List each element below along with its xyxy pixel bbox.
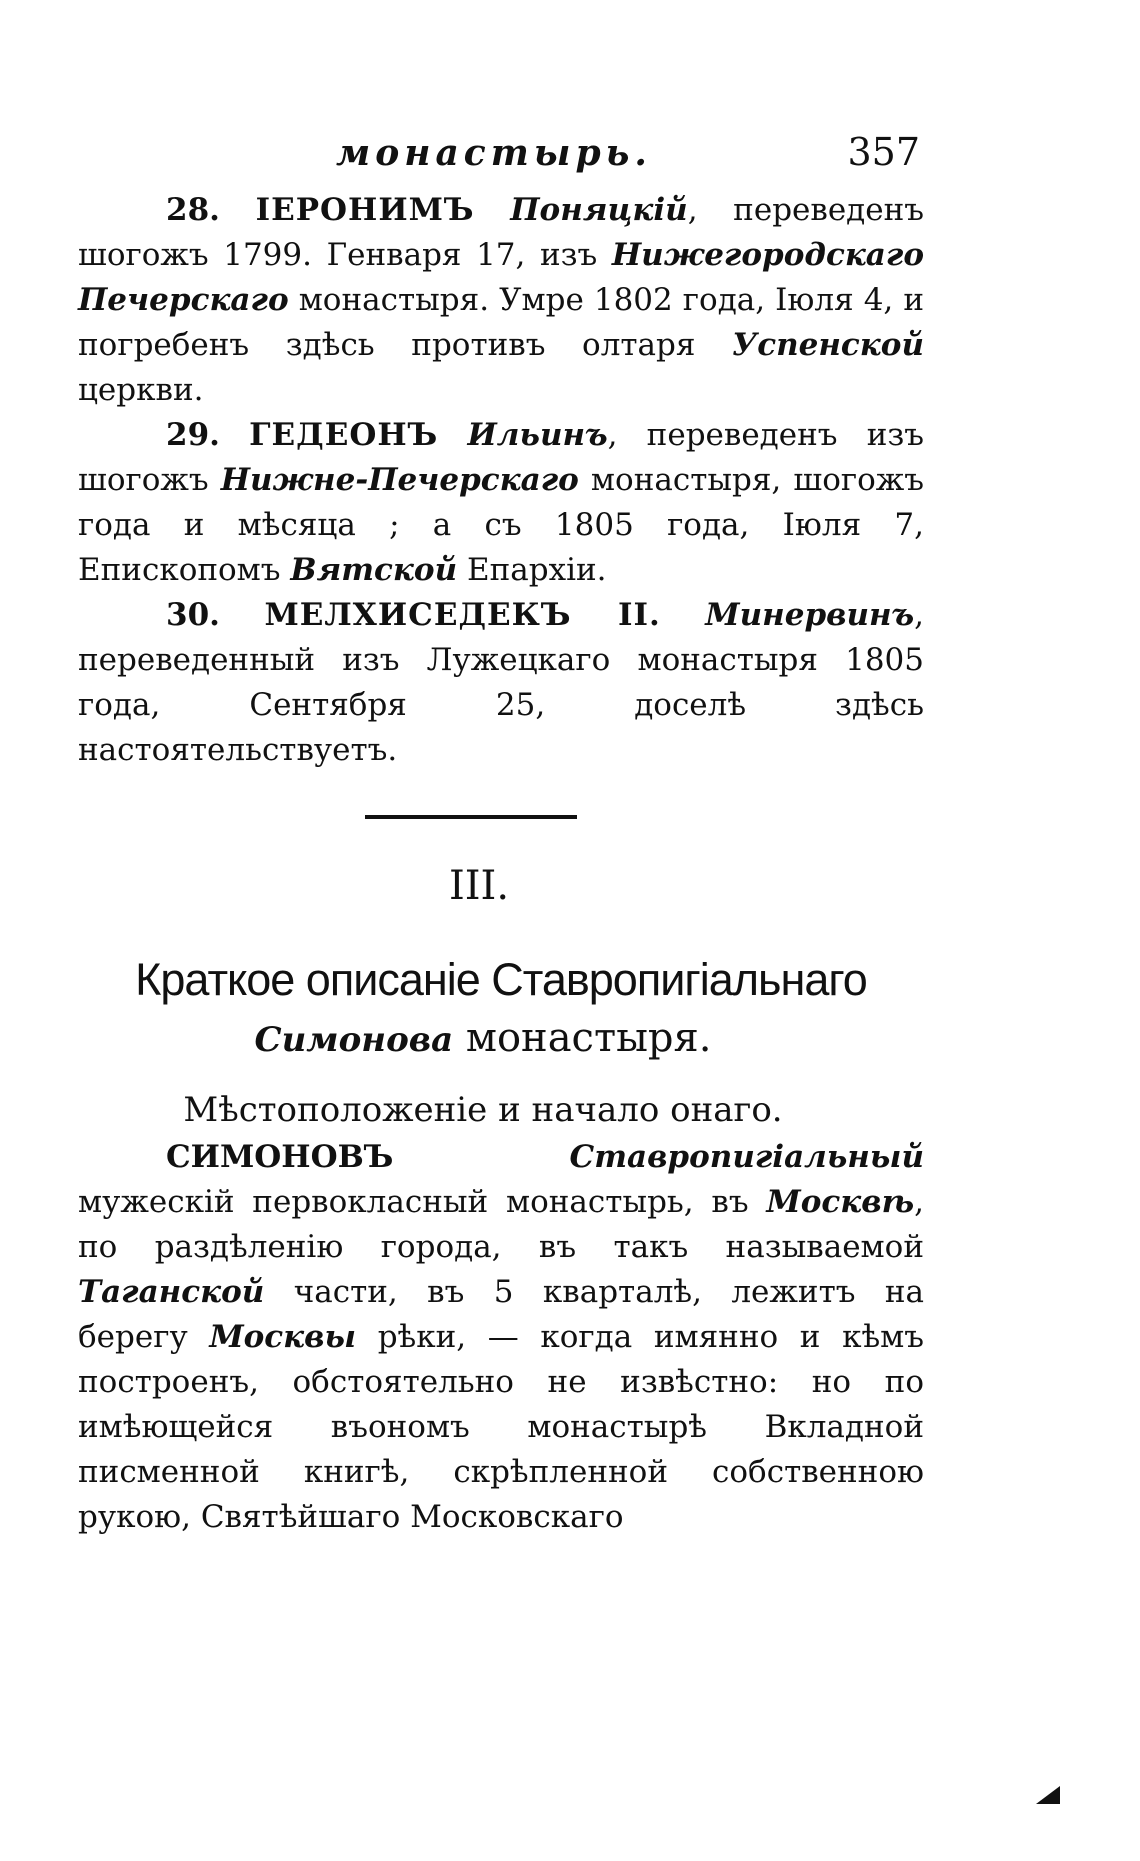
entry-text: , переведенъ шогожъ 1799. Генваря 17, изъ xyxy=(78,192,925,273)
running-title: монастырь. xyxy=(336,132,652,174)
body-text: мужескій первокласный монастырь, въ xyxy=(78,1184,767,1220)
entry-church: Успенской xyxy=(732,327,924,363)
entry-29 xyxy=(78,413,924,593)
entry-text: монастыря. Умре 1802 года, Іюля 4, и погребенъ здѣсь противъ олтаря xyxy=(78,282,924,363)
section-title-italic: Симонова xyxy=(254,1020,454,1060)
body-epithet: Ставропигіальный xyxy=(569,1139,924,1175)
body-paragraph xyxy=(78,1135,924,1540)
entry-number: 28. xyxy=(166,192,220,228)
section-title-rest: монастыря. xyxy=(453,1015,712,1061)
section-title-line2 xyxy=(60,1009,906,1069)
entry-name: ГЕДЕОНЪ xyxy=(249,417,439,453)
section-divider xyxy=(365,815,577,819)
entry-28 xyxy=(78,188,924,413)
entry-text: монастыря, шогожъ года и мѣсяца ; а съ 1805 года, Іюля 7, Епископомъ xyxy=(78,462,924,588)
entry-name: МЕЛХИСЕДЕКЪ II. xyxy=(264,597,661,633)
entry-monastery: Нижегородскаго Печерскаго xyxy=(78,237,924,318)
body-district: Таганской xyxy=(78,1274,265,1310)
section-subheading: Мѣстоположеніе и начало онаго. xyxy=(183,1090,783,1130)
page-number: 357 xyxy=(847,130,920,174)
entry-text: Епархіи. xyxy=(457,552,607,588)
section-number: III. xyxy=(448,863,510,909)
entry-number: 29. xyxy=(166,417,220,453)
body-city: Москвѣ xyxy=(766,1184,915,1220)
entry-30 xyxy=(78,593,924,773)
section-title: Краткое описаніе Ставропигіальнаго xyxy=(135,954,867,1005)
entry-monastery: Нижне-Печерскаго xyxy=(220,462,579,498)
book-page xyxy=(78,128,924,1540)
entry-surname: Ильинъ xyxy=(467,417,608,453)
entry-text: , переведенный изъ Лужецкаго монастыря 1805 года, Сентября 25, доселѣ здѣсь настоятельствуетъ. xyxy=(78,597,925,768)
body-river: Москвы xyxy=(209,1319,357,1355)
entry-number: 30. xyxy=(166,597,220,633)
entry-diocese: Вятской xyxy=(290,552,458,588)
body-text: , по раздѣленію города, въ такъ называемой xyxy=(78,1184,924,1265)
entry-name: ІЕРОНИМЪ xyxy=(255,192,475,228)
entry-text: , переведенъ изъ шогожъ xyxy=(78,417,924,498)
entry-surname: Поняцкій xyxy=(510,192,688,228)
entry-text: церкви. xyxy=(78,372,204,408)
corner-mark-icon xyxy=(1036,1786,1060,1804)
entry-surname: Минервинъ xyxy=(705,597,915,633)
running-head xyxy=(78,128,924,188)
body-name: СИМОНОВЪ xyxy=(166,1139,394,1175)
body-text: рѣки, — когда имянно и кѣмъ построенъ, обстоятельно не извѣстно: но по имѣющейся въономъ монастырѣ Вкладной писменной книгѣ, скрѣпленной собственною рукою, Святѣйшаго Московскаго xyxy=(78,1319,924,1535)
body-text: части, въ 5 кварталѣ, лежитъ на берегу xyxy=(78,1274,924,1355)
